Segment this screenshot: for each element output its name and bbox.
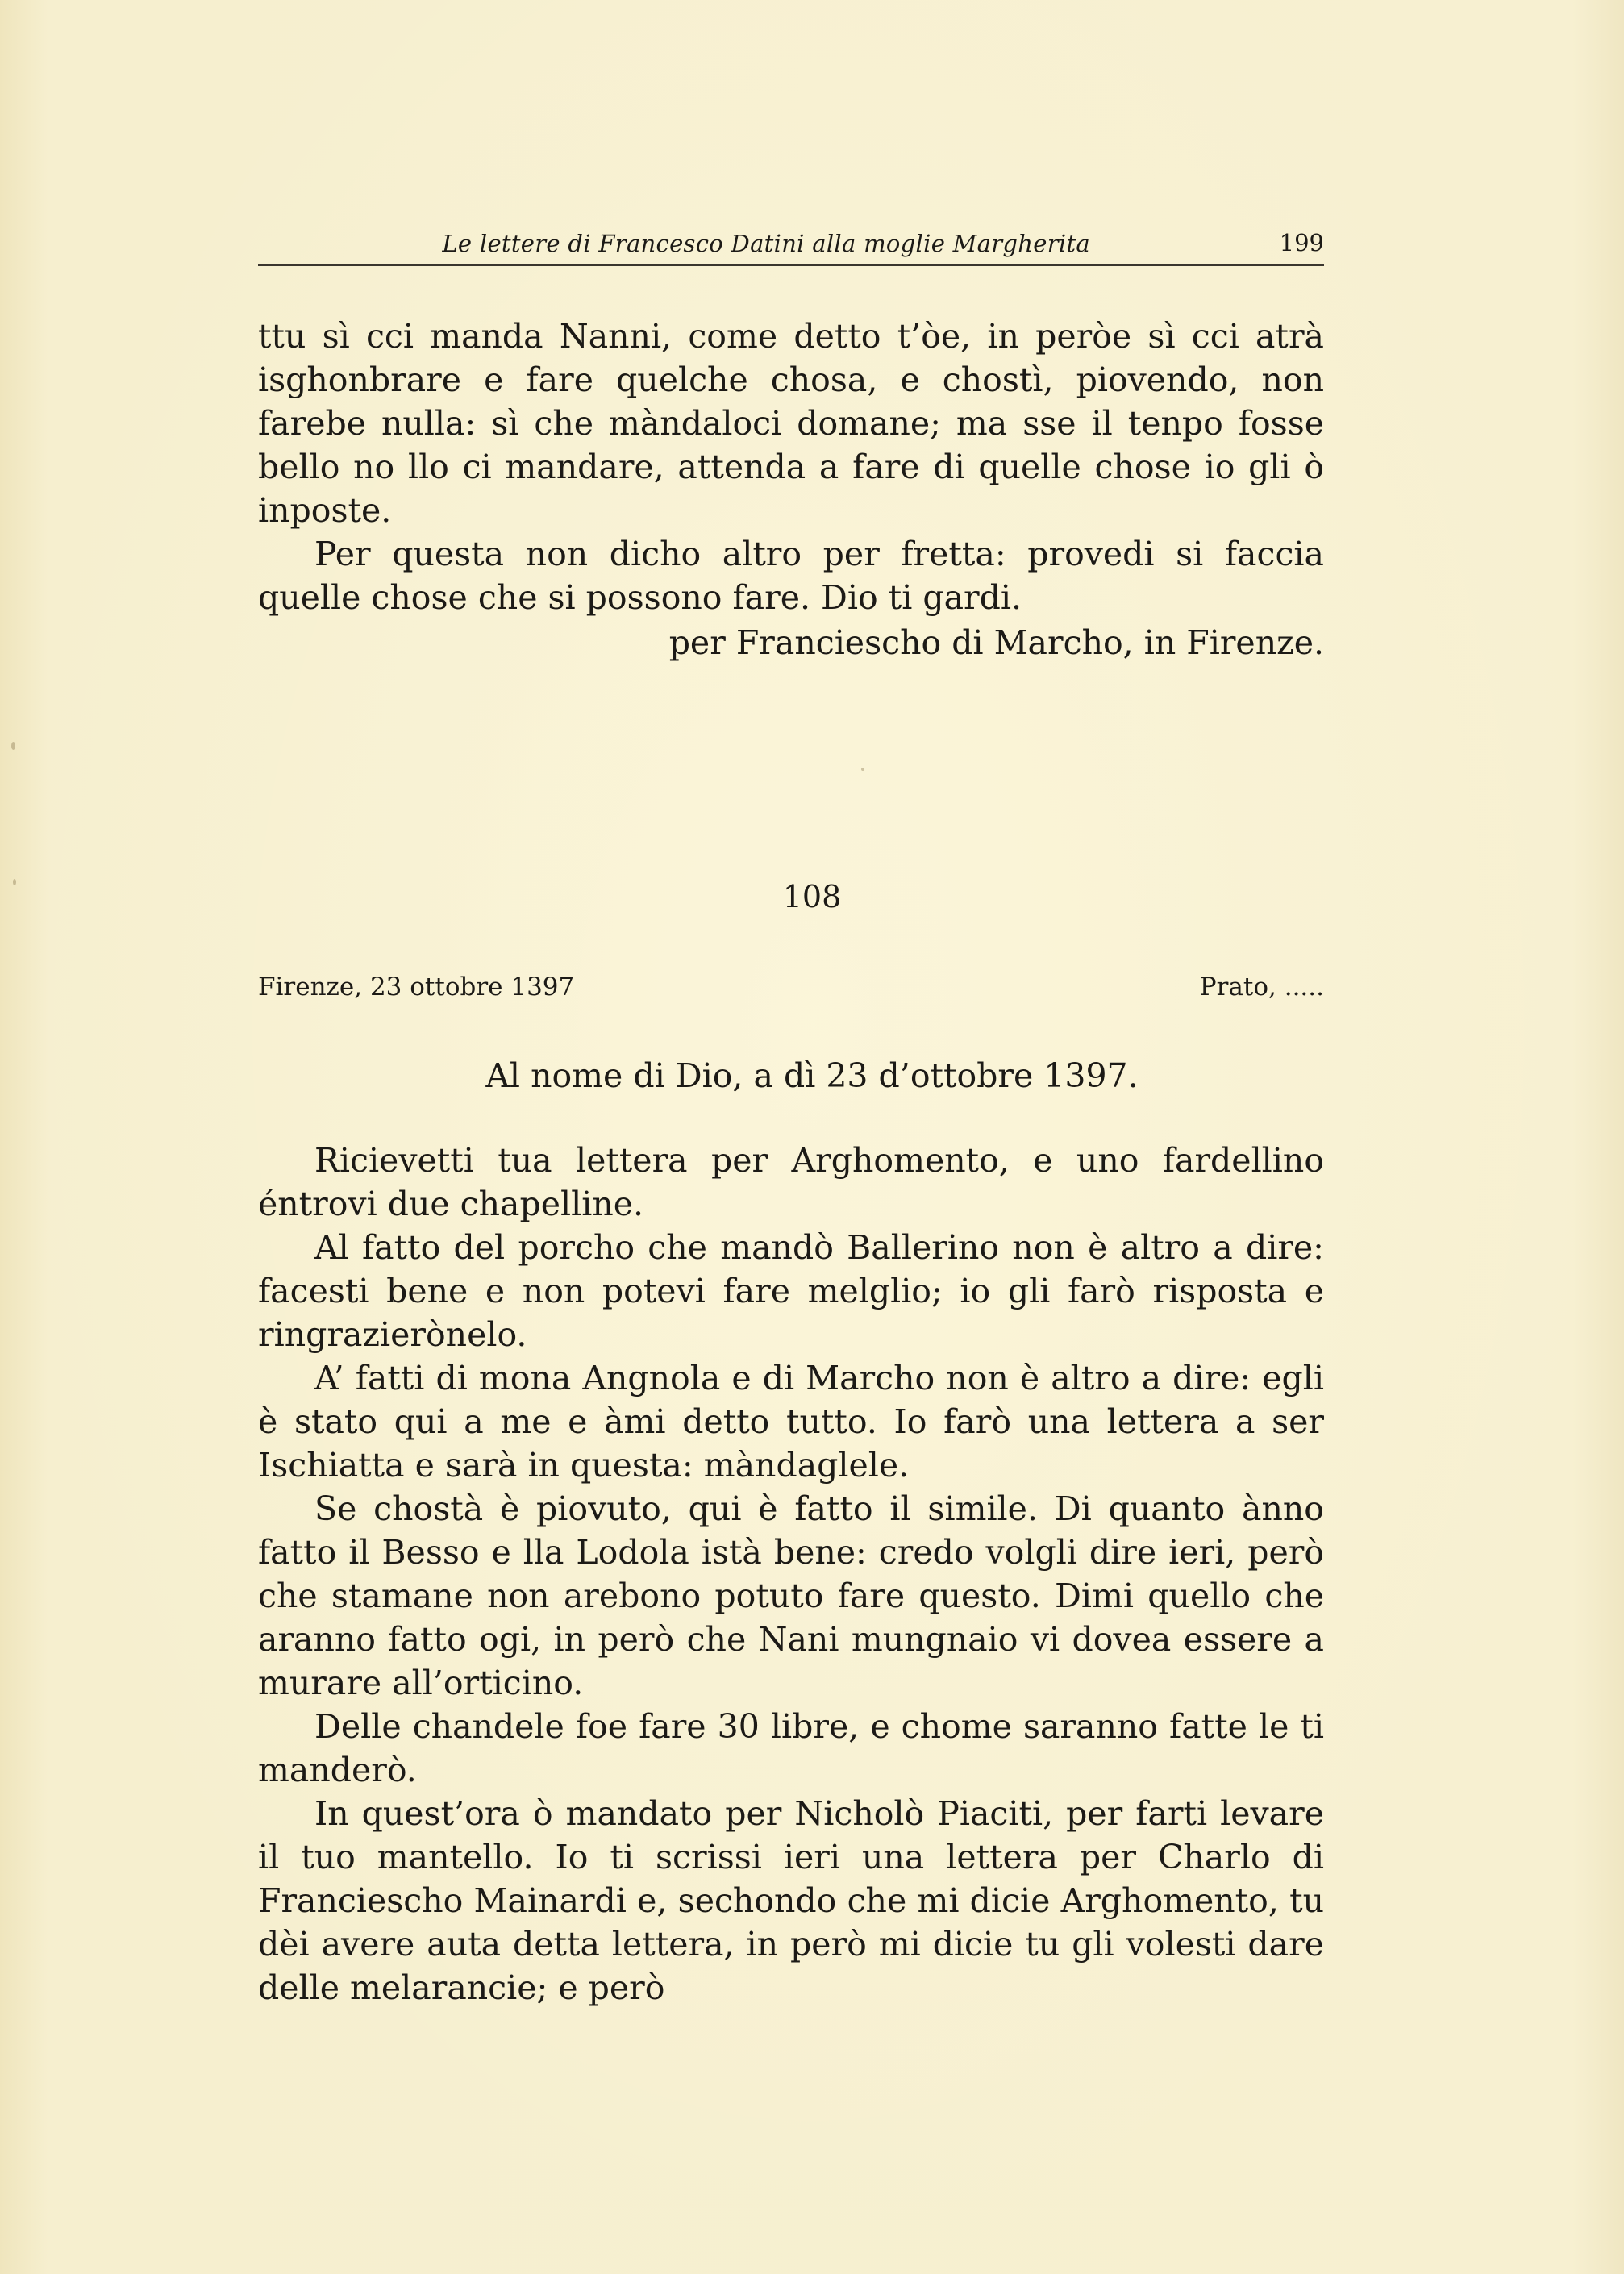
running-head — [258, 226, 1324, 266]
paragraph: Delle chandele foe fare 30 libre, e chome saranno fatte le ti manderò. — [258, 1707, 1324, 1789]
continuation-text — [258, 314, 1324, 619]
paragraph: In quest’ora ò mandato per Nicholò Piaciti, per farti levare il tuo mantello. Io ti scrissi ieri una lettera per Charlo di Franciescho Mainardi e, sechondo che mi dicie Arghomento, tu dèi avere auta detta lettera, in però mi dicie tu gli volesti dare delle melarancie; e però — [258, 1794, 1324, 2007]
paper-spot — [11, 742, 15, 750]
letter-number: 108 — [782, 879, 842, 914]
place-date: Firenze, 23 ottobre 1397 — [258, 972, 575, 1002]
paragraph: ttu sì cci manda Nanni, come detto t’òe, in peròe sì cci atrà isghonbrare e fare quelche chosa, e chostì, piovendo, non farebe nulla: sì che màndaloci domane; ma sse il tenpo fosse bello no llo ci mandare, attenda a fare di quelle chose io gli ò inposte. — [258, 317, 1324, 530]
salutation: Al nome di Dio, a dì 23 d’ottobre 1397. — [485, 1056, 1139, 1095]
destination: Prato, ..... — [1199, 972, 1324, 1002]
paper-spot — [861, 768, 864, 771]
signature: per Franciescho di Marcho, in Firenze. — [668, 623, 1324, 662]
letter-body — [258, 1139, 1324, 2010]
paragraph: Al fatto del porcho che mandò Ballerino non è altro a dire: facesti bene e non potevi fare melglio; io gli farò risposta e ringrazierònelo. — [258, 1228, 1324, 1354]
paper-spot — [13, 879, 16, 885]
paragraph: Per questa non dicho altro per fretta: provedi si faccia quelle chose che si possono fare. Dio ti gardi. — [258, 535, 1324, 617]
paragraph: A’ fatti di mona Angnola e di Marcho non è altro a dire: egli è stato qui a me e àmi detto tutto. Io farò una lettera a ser Ischiatta e sarà in questa: màndaglele. — [258, 1359, 1324, 1485]
paragraph: Ricievetti tua lettera per Arghomento, e uno fardellino éntrovi due chapelline. — [258, 1141, 1324, 1223]
paragraph: Se chostà è piovuto, qui è fatto il simile. Di quanto ànno fatto il Besso e lla Lodola istà bene: credo volgli dire ieri, però che stamane non arebono potuto fare questo. Dimi quello che aranno fatto ogi, in però che Nani mungnaio vi dovea essere a murare all’orticino. — [258, 1489, 1324, 1702]
running-title: Le lettere di Francesco Datini alla moglie Margherita — [442, 230, 1090, 257]
page-number: 199 — [1279, 229, 1324, 256]
